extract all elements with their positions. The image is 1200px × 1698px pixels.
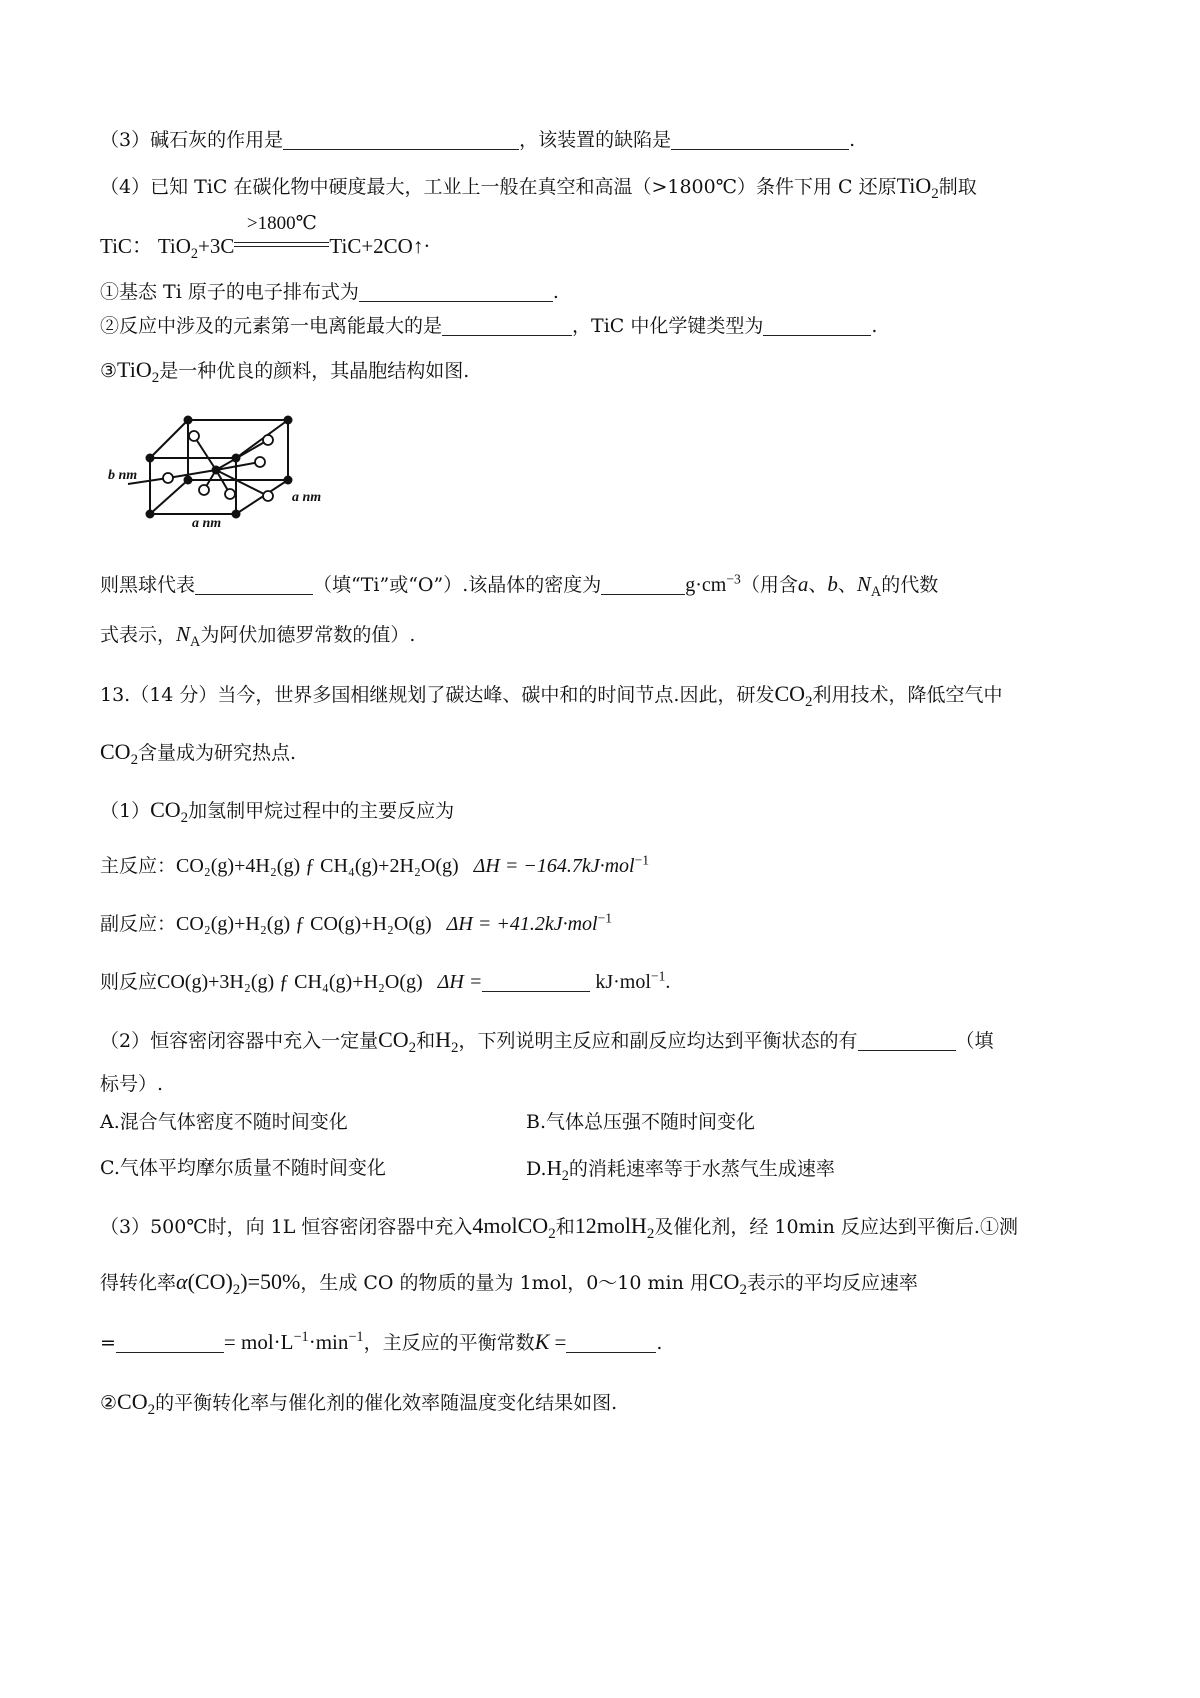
- option-d[interactable]: $D.H_2$的消耗速率等于水蒸气生成速率: [526, 1156, 835, 1184]
- q13-part3-line3: = = $mol\cdot L^{-1}\cdot\min^{-1}$，主反应的平衡常数K = .: [100, 1329, 663, 1354]
- answer-blank[interactable]: [858, 1030, 956, 1051]
- tio2-formula: TiO$_2$: [896, 173, 939, 203]
- q13-part1: $(1)CO_2$加氢制甲烷过程中的主要反应为: [100, 797, 455, 827]
- fig-label-b: b nm: [108, 468, 138, 483]
- option-a[interactable]: A.混合气体密度不随时间变化: [100, 1111, 348, 1133]
- q13-part3: （3）500℃时，向 1L 恒容密闭容器中充入4molCO$_2$和12molH$_2$及催化剂，经 10min 反应达到平衡后.①测: [100, 1213, 1018, 1243]
- option-c[interactable]: C.气体平均摩尔质量不随时间变化: [100, 1157, 386, 1179]
- main-reaction: 主反应：CO₂(g)+4H₂(g) ƒ CH₄(g)+2H₂O(g) ΔH = −164.7kJ·mol$^{-1}$: [100, 852, 650, 877]
- q13-head-line2: $CO_2$含量成为研究热点.: [100, 739, 297, 769]
- tio2-unit-cell-figure: [108, 410, 348, 540]
- answer-blank[interactable]: [601, 574, 685, 595]
- answer-blank[interactable]: [442, 315, 572, 336]
- tic-equation: TiC： TiO$_2$+3C >1800℃ TiC+2CO↑·: [100, 213, 431, 262]
- answer-blank[interactable]: [482, 971, 590, 992]
- answer-blank[interactable]: [359, 281, 553, 302]
- q4-sub3: ③TiO$_2$是一种优良的颜料，其晶胞结构如图.: [100, 357, 470, 387]
- q3-line: （3）碱石灰的作用是 ，该装置的缺陷是 .: [100, 129, 856, 151]
- target-reaction: 则反应CO(g)+3H₂(g) ƒ CH₄(g)+H₂O(g) ΔH = kJ·mol$^{-1}$.: [100, 968, 671, 993]
- q13-part3-line4: $②CO_2$的平衡转化率与催化剂的催化效率随温度变化结果如图.: [100, 1389, 618, 1419]
- answer-blank[interactable]: [566, 1332, 656, 1353]
- q13-head: 13.（14 分）当今，世界多国相继规划了碳达峰、碳中和的时间节点.因此，研发$CO_2$利用技术，降低空气中: [100, 681, 1003, 711]
- q4-sub1: ①基态 Ti 原子的电子排布式为 .: [100, 281, 559, 303]
- q4-answer-line1: 则黑球代表 （填“Ti”或“O”）.该晶体的密度为 $g\cdot cm^{-3}$（用含a、b、$N_A$的代数: [100, 571, 939, 600]
- reaction-condition: >1800℃: [234, 232, 329, 260]
- fig-label-a-bottom: a nm: [192, 516, 222, 531]
- answer-blank[interactable]: [763, 315, 871, 336]
- q4-answer-line2: 式表示，$N_A$为阿伏加德罗常数的值）.: [100, 622, 416, 650]
- option-b[interactable]: B.气体总压强不随时间变化: [526, 1111, 756, 1133]
- fig-label-a-right: a nm: [292, 490, 322, 505]
- side-reaction: 副反应：CO₂(g)+H₂(g) ƒ CO(g)+H₂O(g) ΔH = +41.2kJ·mol$^{-1}$: [100, 910, 613, 935]
- q13-part3-line2: 得转化率$\alpha(CO)_2)=50\%$，生成 CO 的物质的量为 1mol，0～10 min 用$CO_2$表示的平均反应速率: [100, 1269, 918, 1299]
- answer-blank[interactable]: [283, 129, 519, 150]
- q13-part2-line2: 标号）.: [100, 1073, 164, 1095]
- answer-blank[interactable]: [671, 129, 849, 150]
- answer-blank[interactable]: [116, 1332, 224, 1353]
- q4-sub2: ②反应中涉及的元素第一电离能最大的是 ，TiC 中化学键类型为 .: [100, 315, 878, 337]
- q13-part2: （2）恒容密闭容器中充入一定量$CO_2$和$H_2$，下列说明主反应和副反应均达到平衡状态的有 （填: [100, 1027, 994, 1057]
- q4-line1: （4）已知 TiC 在碳化物中硬度最大，工业上一般在真空和高温（>1800℃）条件下用 C 还原TiO$_2$制取: [100, 173, 977, 203]
- answer-blank[interactable]: [195, 574, 313, 595]
